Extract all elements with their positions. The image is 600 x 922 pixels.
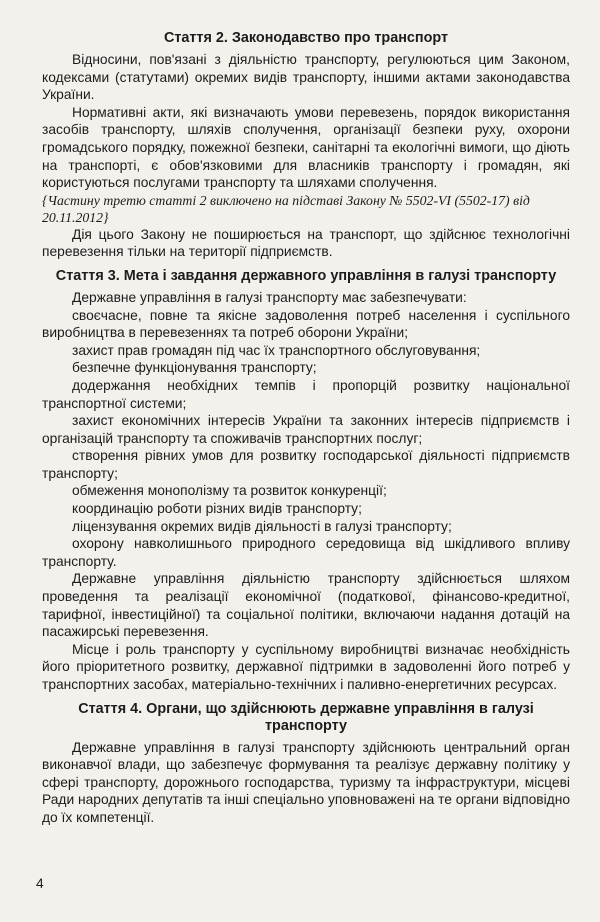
article-3-list-item: створення рівних умов для розвитку господарської діяльності підприємств транспорту; [42, 448, 570, 481]
article-3-list-item: захист економічних інтересів України та законних інтересів підприємств і організацій транспорту та споживачів транспортних послуг; [42, 413, 570, 446]
article-2 [42, 30, 570, 261]
article-3 [42, 268, 570, 694]
article-3-list-item: координацію роботи різних видів транспорту; [72, 501, 362, 517]
article-3-list-item: своєчасне, повне та якісне задоволення потреб населення і суспільного виробництва в перевезеннях та потреб оборони України; [42, 307, 570, 341]
article-3-title: Стаття 3. Мета і завдання державного управління в галузі транспорту [55, 267, 557, 284]
article-3-list-item: безпечне функціонування транспорту; [72, 360, 317, 376]
article-3-paragraph-2: Державне управління діяльністю транспорту здійснюється шляхом проведення та реалізації економічної (податкової, фінансово-кредитної, тарифної, інвестиційної) та соціальної політики, включаючи надання дотацій на пасажирські перевезення. [42, 571, 570, 640]
article-3-list-item: ліцензування окремих видів діяльності в галузі транспорту; [72, 518, 452, 534]
article-3-list-item: обмеження монополізму та розвиток конкуренції; [72, 483, 387, 499]
article-4 [42, 701, 570, 827]
article-4-title: Стаття 4. Органи, що здійснюють державне управління в галузі транспорту [78, 700, 534, 734]
article-4-paragraph-1: Державне управління в галузі транспорту здійснюють центральний орган виконавчої влади, що забезпечує формування та реалізує державну політику у сфері транспорту, дорожнього господарства, туризму та інфраструктури, місцеві Ради народних депутатів та інші спеціально уповноважені на те органи відповідно до їх компетенції. [42, 739, 570, 825]
article-2-editorial-note: {Частину третю статті 2 виключено на підставі Закону № 5502-VI (5502-17) від 20.11.2012} [42, 192, 530, 225]
article-2-paragraph-2: Нормативні акти, які визначають умови перевезень, порядок використання засобів транспорту, шляхів сполучення, організації безпеки руху, охорони громадського порядку, пожежної безпеки, санітарні та екологічні вимоги, що діють на транспорті, є обов'язковими для власників транспорту і громадян, які користуються послугами транспорту та шляхами сполучення. [42, 104, 570, 191]
article-3-list-item: захист прав громадян під час їх транспортного обслуговування; [72, 342, 481, 358]
article-3-intro: Державне управління в галузі транспорту має забезпечувати: [72, 289, 467, 305]
article-2-paragraph-1: Відносини, пов'язані з діяльністю транспорту, регулюються цим Законом, кодексами (статутами) окремих видів транспорту, іншими актами законодавства України. [42, 52, 570, 103]
article-2-title: Стаття 2. Законодавство про транспорт [163, 30, 449, 46]
article-3-list-item: охорону навколишнього природного середовища від шкідливого впливу транспорту. [42, 536, 570, 569]
article-3-paragraph-3: Місце і роль транспорту у суспільному виробництві визначає необхідність його пріоритетного розвитку, державної підтримки в задоволенні його потреб у транспортних засобах, матеріально-технічних і паливно-енергетичних ресурсах. [42, 641, 570, 692]
page-number: 4 [36, 876, 44, 891]
article-2-paragraph-3: Дія цього Закону не поширюється на транспорт, що здійснює технологічні перевезення тільки на території підприємств. [42, 226, 570, 260]
article-3-list-item: додержання необхідних темпів і пропорцій розвитку національної транспортної системи; [42, 377, 570, 411]
